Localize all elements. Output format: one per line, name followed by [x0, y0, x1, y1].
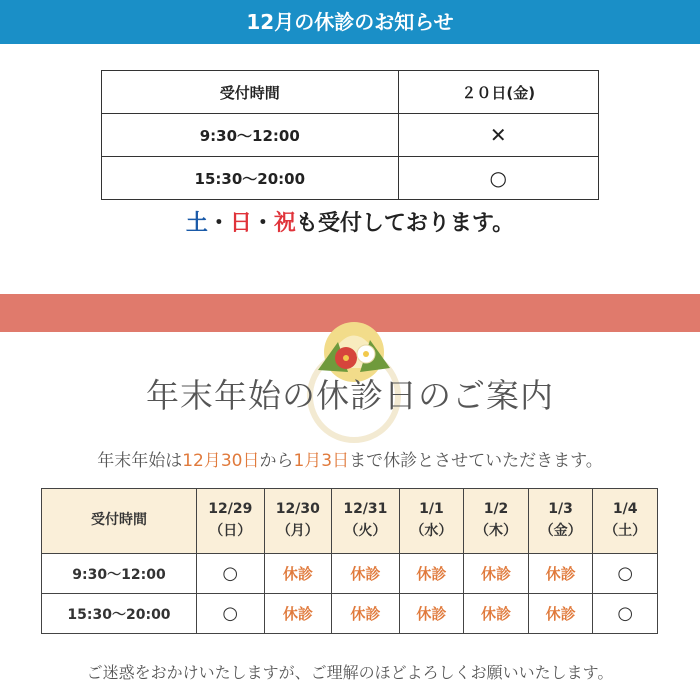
- table-row: [102, 157, 599, 200]
- reception-hours-header: 受付時間: [102, 71, 399, 114]
- closure-start-date: 12月30日: [182, 451, 260, 471]
- closed-label: 休診: [528, 594, 593, 634]
- day-header: [264, 489, 332, 554]
- december-notice-banner: [0, 0, 700, 44]
- day-date: 1/2: [483, 501, 509, 518]
- closed-label: 休診: [464, 594, 529, 634]
- closed-label: 休診: [264, 594, 332, 634]
- separator: ・: [207, 211, 230, 236]
- table-header-row: [42, 489, 658, 554]
- closed-label: 休診: [332, 594, 400, 634]
- day-header: [593, 489, 658, 554]
- closed-label: 休診: [332, 554, 400, 594]
- new-year-title: 年末年始の休診日のご案内: [146, 376, 554, 415]
- sunday-label: 日: [229, 211, 252, 236]
- closed-label: 休診: [264, 554, 332, 594]
- day-header: [464, 489, 529, 554]
- reception-hours-header: 受付時間: [42, 489, 197, 554]
- separator: ・: [251, 211, 274, 236]
- new-year-subtitle: [0, 446, 700, 471]
- day-date: 12/31: [343, 501, 388, 518]
- subtitle-text: まで休診とさせていただきます。: [349, 451, 603, 471]
- closed-label: 休診: [399, 554, 464, 594]
- day-header: [332, 489, 400, 554]
- time-cell: 9:30〜12:00: [102, 114, 399, 157]
- day-date: 1/4: [612, 501, 638, 518]
- day-date: 1/3: [548, 501, 573, 518]
- table-row: [42, 594, 658, 634]
- subtitle-text: から: [259, 451, 294, 471]
- day-weekday: （水）: [410, 523, 453, 539]
- day-weekday: （土）: [604, 523, 647, 539]
- closed-mark: ✕: [398, 114, 598, 157]
- subtitle-text: 年末年始は: [97, 451, 183, 471]
- date-header: ２０日(金): [398, 71, 598, 114]
- december-schedule-table: [101, 70, 599, 200]
- day-weekday: （火）: [344, 523, 387, 539]
- open-mark: ○: [398, 157, 598, 200]
- table-row: [102, 114, 599, 157]
- table-header-row: [102, 71, 599, 114]
- day-weekday: （金）: [539, 523, 582, 539]
- weekend-open-notice: [0, 206, 700, 237]
- day-weekday: （木）: [475, 523, 517, 539]
- time-cell: 15:30〜20:00: [42, 594, 197, 634]
- new-year-schedule-table: [41, 488, 658, 634]
- day-date: 12/29: [208, 501, 253, 518]
- notice-text: も受付しております。: [295, 211, 515, 236]
- day-date: 1/1: [419, 501, 444, 518]
- closed-label: 休診: [399, 594, 464, 634]
- open-mark: ○: [593, 594, 658, 634]
- day-date: 12/30: [275, 501, 320, 518]
- apology-footer: ご迷惑をおかけいたしますが、ご理解のほどよろしくお願いいたします。: [86, 663, 614, 682]
- open-mark: ○: [197, 594, 265, 634]
- table-row: [42, 554, 658, 594]
- december-notice-title: 12月の休診のお知らせ: [246, 10, 454, 34]
- holiday-label: 祝: [273, 211, 296, 236]
- closure-end-date: 1月3日: [293, 451, 350, 471]
- day-header: [197, 489, 265, 554]
- saturday-label: 土: [185, 211, 208, 236]
- time-cell: 15:30〜20:00: [102, 157, 399, 200]
- time-cell: 9:30〜12:00: [42, 554, 197, 594]
- day-weekday: （月）: [276, 523, 319, 539]
- day-header: [399, 489, 464, 554]
- closed-label: 休診: [464, 554, 529, 594]
- day-weekday: （日）: [209, 523, 252, 539]
- closed-label: 休診: [528, 554, 593, 594]
- open-mark: ○: [197, 554, 265, 594]
- day-header: [528, 489, 593, 554]
- open-mark: ○: [593, 554, 658, 594]
